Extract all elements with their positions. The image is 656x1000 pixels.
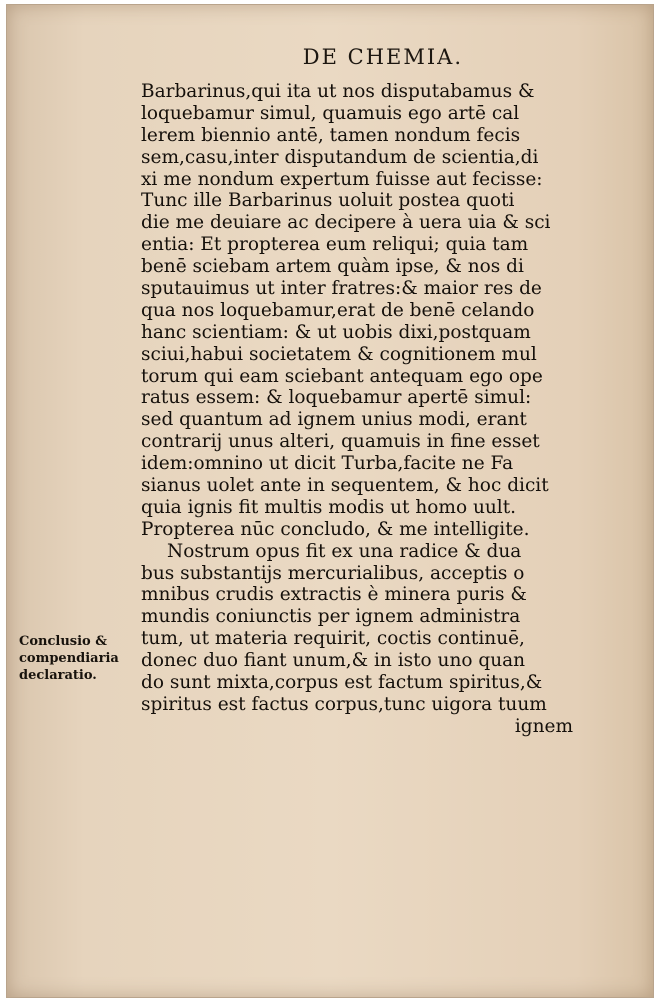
- text-line: benē sciebam artem quàm ipse, & nos di: [141, 256, 524, 278]
- marginal-note: [19, 633, 137, 684]
- text-line: donec duo fiant unum,& in isto uno quan: [141, 650, 526, 672]
- text-line: idem:omnino ut dicit Turba,facite ne Fa: [141, 453, 514, 475]
- text-line: sputauimus ut inter fratres:& maior res de: [141, 278, 542, 300]
- text-line: quia ignis fit multis modis ut homo uult.: [141, 496, 517, 518]
- text-line: sciui,habui societatem & cognitionem mul: [141, 343, 537, 365]
- running-head: DE CHEMIA.: [302, 45, 463, 69]
- text-line: Tunc ille Barbarinus uoluit postea quoti: [141, 190, 515, 212]
- text-line: bus substantijs mercurialibus, acceptis o: [141, 562, 525, 584]
- text-line: spiritus est factus corpus,tunc uigora tuum: [141, 693, 547, 715]
- catchword: ignem: [514, 715, 573, 737]
- text-line: Nostrum opus fit ex una radice & dua: [167, 540, 522, 562]
- text-line: xi me nondum expertum fuisse aut fecisse:: [141, 168, 543, 190]
- text-line: ratus essem: & loquebamur apertē simul:: [141, 387, 532, 409]
- text-line: do sunt mixta,corpus est factum spiritus,&: [141, 672, 543, 694]
- text-line: hanc scientiam: & ut uobis dixi,postquam: [141, 321, 531, 343]
- book-page: [6, 4, 654, 998]
- text-line: loquebamur simul, quamuis ego artē cal: [141, 102, 520, 124]
- text-line: sem,casu,inter disputandum de scientia,di: [141, 146, 539, 168]
- text-line: sianus uolet ante in sequentem, & hoc dicit: [141, 475, 549, 497]
- text-line: Propterea nūc concludo, & me intelligite.: [141, 518, 530, 540]
- text-line: qua nos loquebamur,erat de benē celando: [141, 299, 535, 321]
- text-line: mundis coniunctis per ignem administra: [141, 606, 521, 628]
- text-line: die me deuiare ac decipere à uera uia & sci: [141, 212, 551, 234]
- text-line: lerem biennio antē, tamen nondum fecis: [141, 124, 521, 146]
- text-line: contrarij unus alteri, quamuis in fine esset: [141, 431, 540, 453]
- body-text: [141, 81, 601, 738]
- text-line: sed quantum ad ignem unius modi, erant: [141, 409, 527, 431]
- marginal-note-line: compendiaria: [19, 651, 119, 666]
- text-line: entia: Et propterea eum reliqui; quia tam: [141, 234, 529, 256]
- text-line: Barbarinus,qui ita ut nos disputabamus &: [141, 81, 535, 102]
- marginal-note-line: declaratio.: [19, 668, 97, 683]
- text-line: mnibus crudis extractis è minera puris &: [141, 584, 527, 606]
- text-line: torum qui eam sciebant antequam ego ope: [141, 365, 543, 387]
- marginal-note-line: Conclusio &: [19, 634, 107, 649]
- text-line: tum, ut materia requirit, coctis continuē,: [141, 628, 525, 650]
